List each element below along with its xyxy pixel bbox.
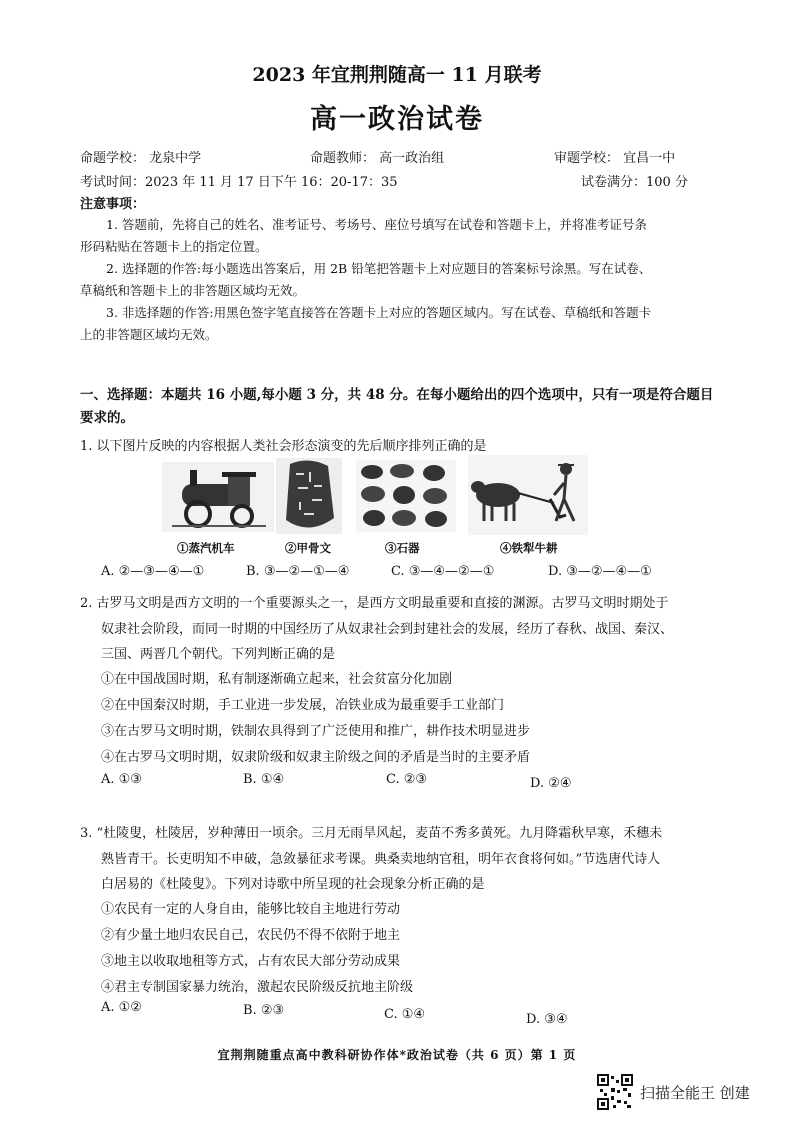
q2-stem-line: 奴隶社会阶段，而同一时期的中国经历了从奴隶社会到封建社会的发展，经历了春秋、战国、秦汉、 bbox=[101, 622, 674, 637]
notice-line: 草稿纸和答题卡上的非答题区域均无效。 bbox=[80, 283, 306, 298]
q2-statement: ①在中国战国时期，私有制逐渐确立起来，社会贫富分化加剧 bbox=[101, 672, 453, 687]
notice-body bbox=[80, 214, 720, 346]
q2-option-b: B. ①④ bbox=[243, 772, 285, 787]
q3-stem-line: 白居易的《杜陵叟》。下列对诗歌中所呈现的社会现象分析正确的是 bbox=[101, 877, 485, 892]
page-footer: 宜荆荆随重点高中教科研协作体*政治试卷（共 6 页）第 1 页 bbox=[217, 1048, 577, 1062]
notice-line: 1. 答题前，先将自己的姓名、准考证号、考场号、座位号填写在试卷和答题卡上，并将准考证号条 bbox=[106, 217, 647, 232]
stone-tools-image bbox=[356, 460, 456, 532]
paper-title: 高一政治试卷 bbox=[310, 104, 484, 135]
iron-plough-ox-image bbox=[468, 455, 588, 535]
q3-stem-line: 熟皆青干。长吏明知不申破，急敛暴征求考课。典桑卖地纳官租，明年衣食将何如。”节选唐代诗人 bbox=[101, 852, 661, 867]
notice-line: 3. 非选择题的作答:用黑色签字笔直接答在答题卡上对应的答题区域内。写在试卷、草稿纸和答题卡 bbox=[106, 305, 652, 320]
figure-caption: ②甲骨文 bbox=[285, 541, 331, 555]
q1-option-b: B. ③—②—①—④ bbox=[246, 564, 350, 579]
q1-option-c: C. ③—④—②—① bbox=[391, 564, 495, 579]
q3-stem-line: 3. “杜陵叟，杜陵居，岁种薄田一顷余。三月无雨旱风起，麦苗不秀多黄死。九月降霜秋早寒，禾穗未 bbox=[80, 826, 663, 841]
notice-line: 2. 选择题的作答:每小题选出答案后，用 2B 铅笔把答题卡上对应题目的答案标号涂黑。写在试卷、 bbox=[106, 261, 652, 276]
q1-option-d: D. ③—②—④—① bbox=[548, 564, 652, 579]
notice-title: 注意事项： bbox=[80, 197, 146, 212]
figure-caption: ①蒸汽机车 bbox=[177, 541, 235, 555]
teacher-label: 命题教师： 高一政治组 bbox=[310, 151, 445, 166]
exam-title: 2023 年宜荆荆随高一 11 月联考 bbox=[252, 64, 542, 86]
q2-stem-line: 三国、两晋几个朝代。下列判断正确的是 bbox=[101, 647, 336, 662]
q3-statement: ③地主以收取地租等方式，占有农民大部分劳动成果 bbox=[101, 954, 401, 969]
q3-option-b: B. ②③ bbox=[243, 1003, 285, 1018]
q1-stem: 1. 以下图片反映的内容根据人类社会形态演变的先后顺序排列正确的是 bbox=[80, 439, 487, 454]
q2-option-d: D. ②④ bbox=[530, 776, 572, 791]
figure-caption: ④铁犁牛耕 bbox=[500, 541, 558, 555]
section-heading-cont: 要求的。 bbox=[80, 410, 134, 426]
q3-option-a: A. ①② bbox=[101, 1000, 142, 1015]
oracle-bone-image bbox=[276, 458, 342, 534]
q3-option-d: D. ③④ bbox=[526, 1012, 568, 1027]
school-label: 命题学校： 龙泉中学 bbox=[80, 151, 202, 166]
q3-statement: ④君主专制国家暴力统治，激起农民阶级反抗地主阶级 bbox=[101, 980, 414, 995]
q3-statement: ①农民有一定的人身自由，能够比较自主地进行劳动 bbox=[101, 902, 401, 917]
q2-stem-line: 2. 古罗马文明是西方文明的一个重要源头之一，是西方文明最重要和直接的渊源。古罗马文明时期处于 bbox=[80, 596, 669, 611]
figure-caption: ③石器 bbox=[385, 541, 420, 555]
exam-time-label: 考试时间：2023 年 11 月 17 日下午 16：20-17：35 bbox=[80, 175, 398, 190]
steam-locomotive-image bbox=[162, 462, 274, 532]
notice-line: 形码粘贴在答题卡上的指定位置。 bbox=[80, 239, 268, 254]
q2-statement: ③在古罗马文明时期，铁制农具得到了广泛使用和推广，耕作技术明显进步 bbox=[101, 724, 531, 739]
q3-statement: ②有少量土地归农民自己，农民仍不得不依附于地主 bbox=[101, 928, 401, 943]
q1-option-a: A. ②—③—④—① bbox=[101, 564, 205, 579]
section-heading: 一、选择题：本题共 16 小题,每小题 3 分，共 48 分。在每小题给出的四个选项中，只有一项是符合题目 bbox=[80, 387, 714, 403]
notice-line: 上的非答题区域均无效。 bbox=[80, 327, 218, 342]
q2-statement: ②在中国秦汉时期，手工业进一步发展，冶铁业成为最重要手工业部门 bbox=[101, 698, 505, 713]
q2-option-a: A. ①③ bbox=[101, 772, 142, 787]
review-school-label: 审题学校： 宜昌一中 bbox=[554, 151, 676, 166]
q2-option-c: C. ②③ bbox=[386, 772, 428, 787]
qr-code-icon bbox=[597, 1074, 633, 1110]
full-score-label: 试卷满分：100 分 bbox=[581, 175, 688, 190]
q2-statement: ④在古罗马文明时期，奴隶阶级和奴隶主阶级之间的矛盾是当时的主要矛盾 bbox=[101, 750, 531, 765]
q3-option-c: C. ①④ bbox=[384, 1007, 426, 1022]
camscanner-watermark: 扫描全能王 创建 bbox=[640, 1084, 750, 1102]
